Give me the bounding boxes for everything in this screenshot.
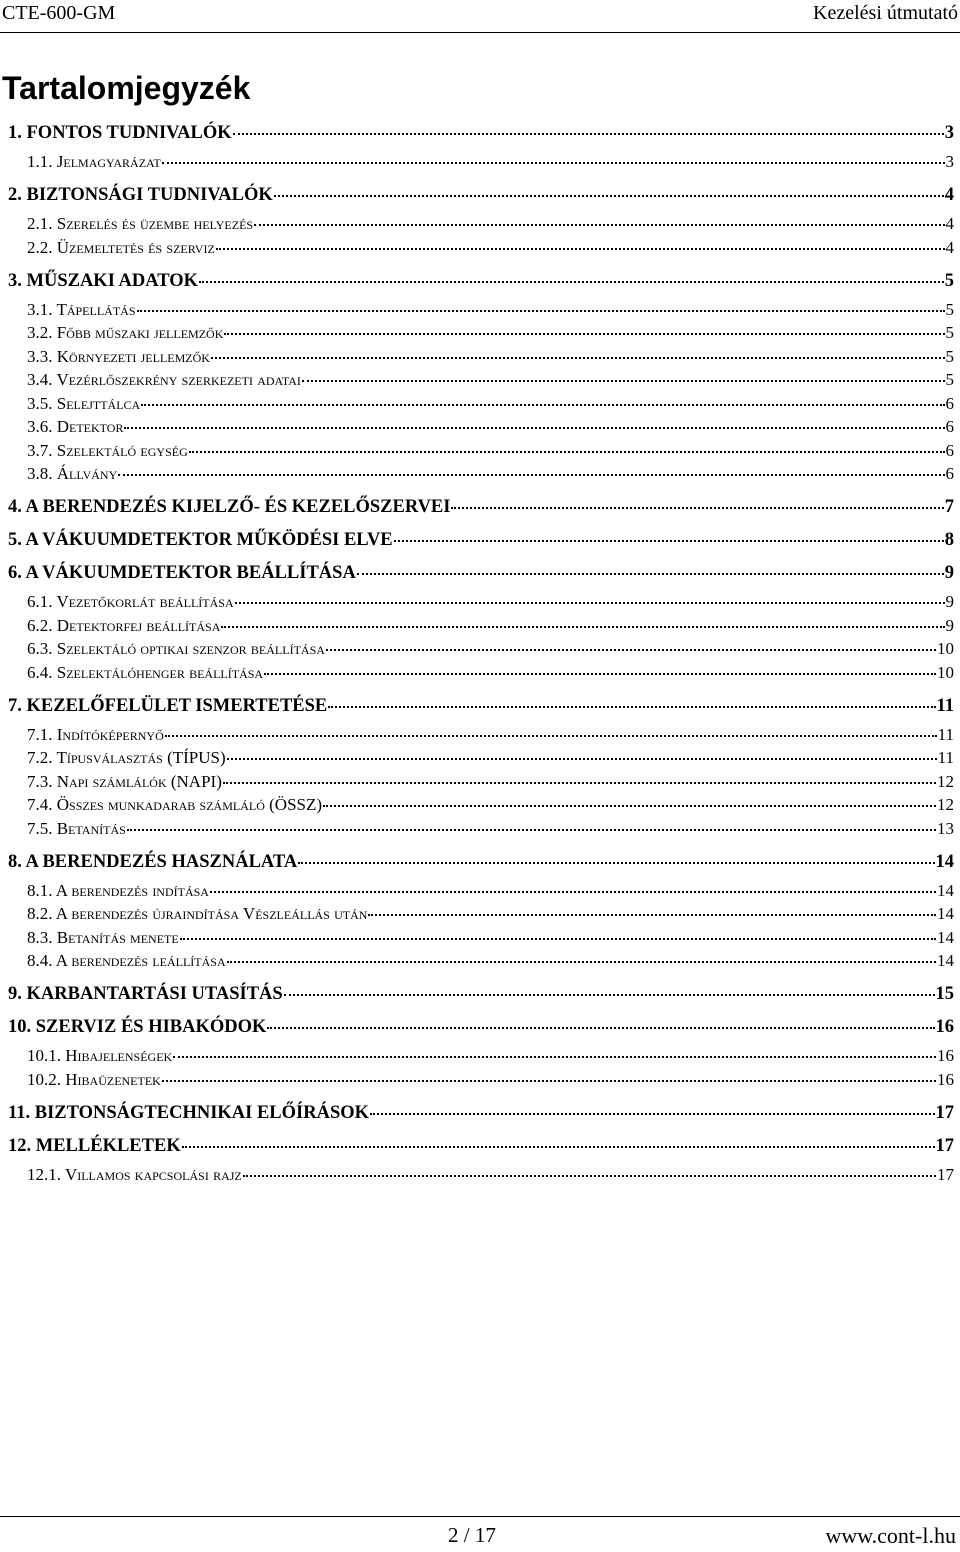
toc-section-entry[interactable] [27,369,954,391]
toc-entry-label: 6.2. Detektorfej beállítása [27,616,221,635]
toc-section-entry[interactable] [27,818,954,840]
toc-entry-page: 14 [937,904,954,923]
dot-leader [227,758,937,760]
toc-entry-page: 14 [937,881,954,900]
toc-chapter-entry[interactable] [8,695,954,717]
toc-entry-label: 5. A VÁKUUMDETEKTOR MŰKÖDÉSI ELVE [8,530,393,550]
toc-section-entry[interactable] [27,794,954,816]
toc-section-entry[interactable] [27,638,954,660]
toc-entry-page: 6 [945,394,954,413]
dot-leader [124,427,944,429]
dot-leader [141,404,944,406]
toc-entry-page: 4 [945,214,954,233]
dot-leader [199,281,944,283]
toc-entry-page: 12 [937,795,954,814]
dot-leader [326,649,936,651]
dot-leader [243,1175,936,1177]
toc-section-entry[interactable] [27,950,954,972]
toc-entry-page: 7 [944,497,954,517]
toc-entry-page: 15 [935,984,954,1004]
toc-entry-label: 3.2. Főbb műszaki jellemzők [27,323,224,342]
dot-leader [357,573,944,575]
toc-entry-page: 9 [944,563,954,583]
toc-entry-label: 2.2. Üzemeltetés és szerviz [27,238,215,257]
page-header [0,0,960,33]
toc-entry-page: 17 [935,1103,954,1123]
dot-leader [235,602,945,604]
dot-leader [137,310,945,312]
dot-leader [227,961,936,963]
toc-entry-label: 3.1. Tápellátás [27,300,136,319]
toc-entry-label: 7.3. Napi számlálók (NAPI) [27,772,222,791]
toc-entry-page: 6 [945,464,954,483]
toc-entry-page: 17 [935,1136,954,1156]
toc-section-entry[interactable] [27,1164,954,1186]
toc-entry-label: 6.1. Vezetőkorlát beállítása [27,592,234,611]
toc-entry-label: 10.2. Hibaüzenetek [27,1070,161,1089]
toc-section-entry[interactable] [27,322,954,344]
toc-entry-label: 12. MELLÉKLETEK [8,1136,181,1156]
toc-entry-page: 16 [937,1046,954,1065]
toc-entry-label: 8.3. Betanítás menete [27,928,179,947]
dot-leader [224,333,944,335]
toc-entry-page: 11 [937,725,954,744]
toc-entry-label: 7. KEZELŐFELÜLET ISMERTETÉSE [8,696,328,716]
dot-leader [173,1056,936,1058]
toc-section-entry[interactable] [27,771,954,793]
toc-entry-label: 7.2. Típusválasztás (TÍPUS) [27,748,226,767]
toc-chapter-entry[interactable] [8,1135,954,1157]
toc-chapter-entry[interactable] [8,184,954,206]
toc-entry-label: 3.8. Állvány [27,464,118,483]
toc-chapter-entry[interactable] [8,529,954,551]
toc-entry-page: 5 [945,300,954,319]
toc-entry-page: 12 [937,772,954,791]
toc-section-entry[interactable] [27,927,954,949]
toc-entry-page: 5 [945,323,954,342]
header-document-type: Kezelési útmutató [813,2,958,24]
header-document-code: CTE-600-GM [2,2,116,24]
toc-entry-page: 3 [944,123,954,143]
toc-section-entry[interactable] [27,903,954,925]
toc-entry-label: 12.1. Villamos kapcsolási rajz [27,1165,242,1184]
dot-leader [254,224,944,226]
toc-section-entry[interactable] [27,615,954,637]
dot-leader [210,891,936,893]
toc-entry-label: 10. SZERVIZ ÉS HIBAKÓDOK [8,1017,267,1037]
dot-leader [264,673,936,675]
toc-chapter-entry[interactable] [8,983,954,1005]
toc-entry-page: 4 [945,238,954,257]
dot-leader [223,782,936,784]
dot-leader [328,706,935,708]
toc-entry-page: 11 [936,696,954,716]
toc-section-entry[interactable] [27,724,954,746]
toc-section-entry[interactable] [27,393,954,415]
toc-chapter-entry[interactable] [8,851,954,873]
toc-section-entry[interactable] [27,662,954,684]
toc-entry-label: 9. KARBANTARTÁSI UTASÍTÁS [8,984,283,1004]
dot-leader [233,133,944,135]
toc-entry-label: 7.4. Összes munkadarab számláló (ÖSSZ) [27,795,323,814]
toc-section-entry[interactable] [27,440,954,462]
toc-chapter-entry[interactable] [8,562,954,584]
toc-entry-page: 8 [944,530,954,550]
toc-entry-label: 2.1. Szerelés és üzembe helyezés [27,214,254,233]
toc-entry-page: 13 [937,819,954,838]
dot-leader [162,162,945,164]
page-number: 2 / 17 [448,1523,496,1547]
toc-entry-page: 6 [945,417,954,436]
toc-entry-label: 3.5. Selejttálca [27,394,141,413]
page-footer [0,1516,960,1552]
toc-entry-label: 7.1. Indítóképernyő [27,725,164,744]
toc-section-entry[interactable] [27,591,954,613]
toc-entry-label: 10.1. Hibajelenségek [27,1046,173,1065]
toc-section-entry[interactable] [27,213,954,235]
toc-entry-page: 4 [944,185,954,205]
dot-leader [267,1027,934,1029]
toc-section-entry[interactable] [27,880,954,902]
dot-leader [182,1146,935,1148]
dot-leader [162,1080,936,1082]
toc-section-entry[interactable] [27,1069,954,1091]
toc-section-entry[interactable] [27,346,954,368]
toc-entry-label: 11. BIZTONSÁGTECHNIKAI ELŐÍRÁSOK [8,1103,370,1123]
toc-entry-page: 3 [945,152,954,171]
toc-chapter-entry[interactable] [8,1102,954,1124]
dot-leader [221,626,944,628]
toc-entry-page: 11 [937,748,954,767]
toc-entry-page: 5 [944,271,954,291]
toc-entry-page: 14 [937,951,954,970]
dot-leader [165,735,937,737]
toc-section-entry[interactable] [27,463,954,485]
toc-entry-label: 1.1. Jelmagyarázat [27,152,161,171]
toc-entry-page: 10 [937,639,954,658]
toc-entry-label: 8.4. A berendezés leállítása [27,951,226,970]
toc-section-entry[interactable] [27,299,954,321]
toc-section-entry[interactable] [27,747,954,769]
toc-entry-page: 14 [935,852,954,872]
toc-entry-page: 10 [937,663,954,682]
toc-entry-label: 2. BIZTONSÁGI TUDNIVALÓK [8,185,273,205]
toc-entry-page: 6 [945,441,954,460]
dot-leader [394,540,944,542]
dot-leader [284,994,935,996]
toc-chapter-entry[interactable] [8,496,954,518]
website-url[interactable]: www.cont-l.hu [825,1523,956,1548]
dot-leader [127,829,936,831]
dot-leader [189,451,945,453]
dot-leader [211,357,945,359]
toc-entry-label: 3. MŰSZAKI ADATOK [8,271,198,291]
dot-leader [368,914,936,916]
dot-leader [298,862,934,864]
dot-leader [216,248,945,250]
dot-leader [451,507,943,509]
toc-section-entry[interactable] [27,416,954,438]
toc-section-entry[interactable] [27,1045,954,1067]
toc-entry-label: 1. FONTOS TUDNIVALÓK [8,123,232,143]
toc-entry-label: 3.7. Szelektáló egység [27,441,188,460]
toc-entry-page: 9 [945,592,954,611]
toc-entry-page: 5 [945,347,954,366]
toc-entry-label: 8. A BERENDEZÉS HASZNÁLATA [8,852,298,872]
dot-leader [180,938,936,940]
toc-entry-page: 5 [945,370,954,389]
toc-chapter-entry[interactable] [8,1016,954,1038]
toc-entry-page: 17 [937,1165,954,1184]
toc-entry-label: 3.4. Vezérlőszekrény szerkezeti adatai [27,370,301,389]
dot-leader [274,195,944,197]
toc-entry-page: 14 [937,928,954,947]
toc-entry-page: 9 [945,616,954,635]
toc-entry-label: 4. A BERENDEZÉS KIJELZŐ- ÉS KEZELŐSZERVEI [8,497,451,517]
dot-leader [302,380,945,382]
toc-section-entry[interactable] [27,151,954,173]
dot-leader [118,474,944,476]
toc-section-entry[interactable] [27,237,954,259]
toc-entry-label: 3.3. Környezeti jellemzők [27,347,210,366]
toc-entry-label: 6. A VÁKUUMDETEKTOR BEÁLLÍTÁSA [8,563,356,583]
toc-chapter-entry[interactable] [8,122,954,144]
toc-title: Tartalomjegyzék [2,70,251,106]
toc-entry-page: 16 [935,1017,954,1037]
toc-entry-label: 8.2. A berendezés újraindítása Vészleállás után [27,904,368,923]
toc-entry-label: 7.5. Betanítás [27,819,126,838]
toc-entry-label: 3.6. Detektor [27,417,124,436]
toc-entry-page: 16 [937,1070,954,1089]
toc-chapter-entry[interactable] [8,270,954,292]
dot-leader [370,1113,934,1115]
toc-entry-label: 8.1. A berendezés indítása [27,881,209,900]
toc-entry-label: 6.4. Szelektálóhenger beállítása [27,663,264,682]
dot-leader [323,805,936,807]
toc-entry-label: 6.3. Szelektáló optikai szenzor beállítása [27,639,325,658]
